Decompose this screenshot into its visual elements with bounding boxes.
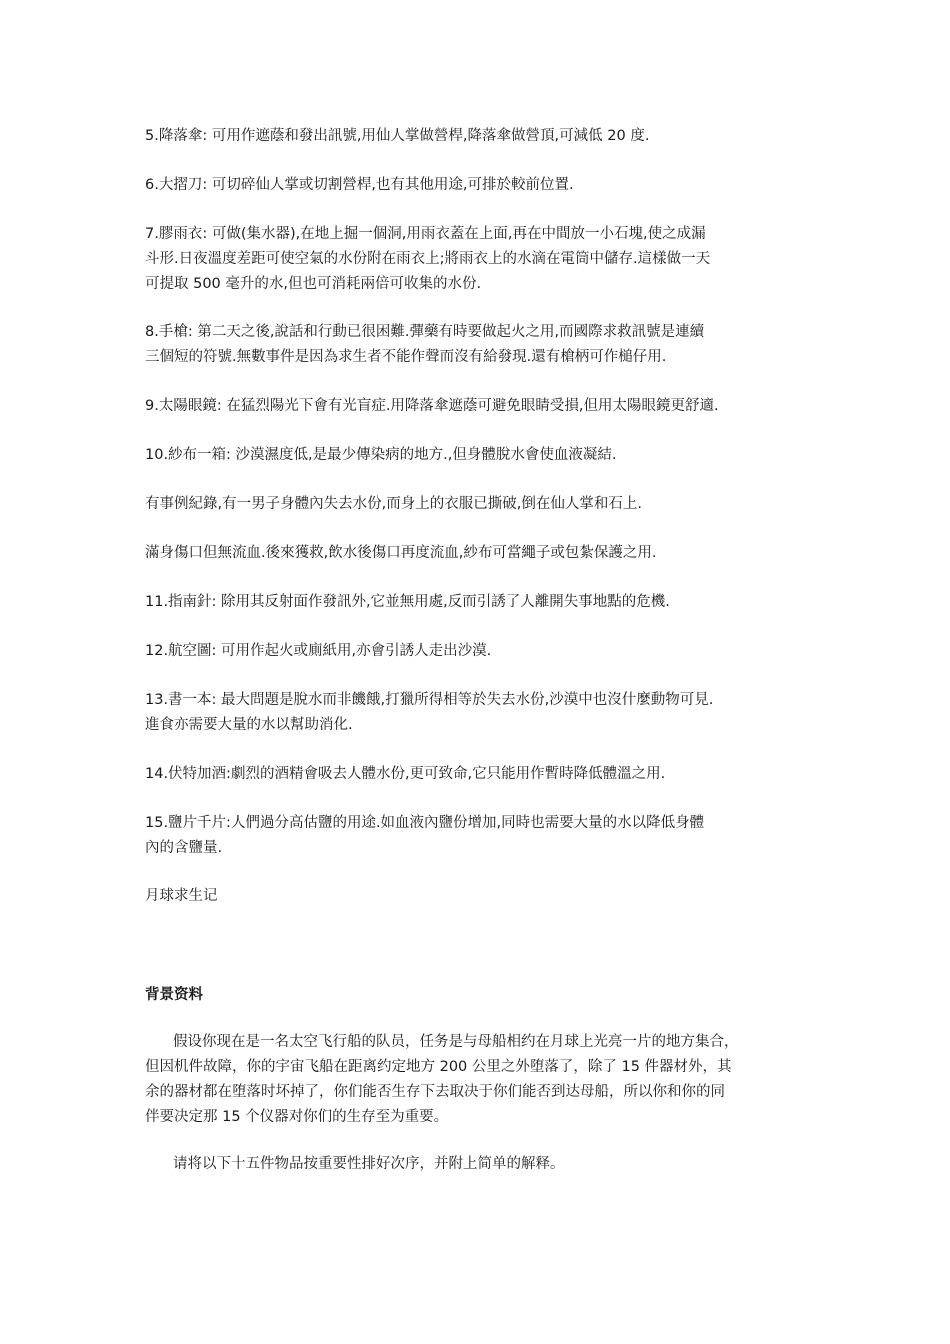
item-gauze [145, 443, 825, 468]
item-line: 10.紗布一箱: 沙漠濕度低,是最少傳染病的地方.,但身體脫水會使血液凝結. [145, 447, 617, 463]
background-heading-text: 背景资料 [145, 987, 203, 1003]
item-line: 9.太陽眼鏡: 在猛烈陽光下會有光盲症.用降落傘遮蔭可避免眼睛受損,但用太陽眼鏡更舒適. [145, 398, 719, 414]
item-line: 14.伏特加酒:劇烈的酒精會吸去人體水份,更可致命,它只能用作暫時降低體溫之用. [145, 766, 666, 782]
item-line: 可提取 500 毫升的水,但也可消耗兩倍可收集的水份. [145, 276, 482, 292]
item-aviation-map [145, 639, 825, 664]
paragraph-line: 伴要决定那 15 个仪器对你们的生存至为重要。 [145, 1109, 449, 1125]
gauze-case-result [145, 541, 825, 566]
item-pistol [145, 320, 825, 370]
item-line: 15.鹽片千片:人們過分高估鹽的用途.如血液內鹽份增加,同時也需要大量的水以降低身體 [145, 815, 705, 831]
paragraph-line: 假设你现在是一名太空飞行船的队员，任务是与母船相约在月球上光亮一片的地方集合， [173, 1034, 739, 1050]
item-line: 5.降落傘: 可用作遮蔭和發出訊號,用仙人掌做營桿,降落傘做營頂,可減低 20 度. [145, 128, 650, 144]
gauze-case-record [145, 492, 825, 517]
item-line: 滿身傷口但無流血.後來獲救,飲水後傷口再度流血,紗布可當繩子或包紮保護之用. [145, 545, 657, 561]
instruction-text: 请将以下十五件物品按重要性排好次序，并附上简单的解释。 [173, 1156, 565, 1172]
item-line: 11.指南針: 除用其反射面作發訊外,它並無用處,反而引誘了人離開失事地點的危機. [145, 594, 670, 610]
item-line: 13.書一本: 最大問題是脫水而非饑餓,打獵所得相等於失去水份,沙漠中也沒什麼動物可見. [145, 692, 714, 708]
item-line: 7.膠雨衣: 可做(集水器),在地上掘一個洞,用雨衣蓋在上面,再在中間放一小石塊,使之成漏 [145, 226, 706, 242]
item-line: 12.航空圖: 可用作起火或廁紙用,亦會引誘人走出沙漠. [145, 643, 492, 659]
item-compass [145, 590, 825, 615]
instruction-paragraph [145, 1152, 825, 1177]
item-line: 內的含鹽量. [145, 840, 223, 856]
section-title-text: 月球求生记 [145, 888, 218, 904]
item-parachute [145, 124, 825, 149]
item-raincoat [145, 222, 825, 297]
item-sunglasses [145, 394, 825, 419]
item-line: 有事例紀錄,有一男子身體內失去水份,而身上的衣服已撕破,倒在仙人掌和石上. [145, 496, 642, 512]
item-line: 6.大摺刀: 可切碎仙人掌或切割營桿,也有其他用途,可排於較前位置. [145, 177, 574, 193]
paragraph-line: 余的器材都在堕落时坏掉了，你们能否生存下去取决于你们能否到达母船，所以你和你的同 [145, 1084, 725, 1100]
item-line: 斗形.日夜溫度差距可使空氣的水份附在雨衣上;將雨衣上的水滴在電筒中儲存.這樣做一天 [145, 251, 711, 267]
item-pocket-knife [145, 173, 825, 198]
item-line: 8.手槍: 第二天之後,說話和行動已很困難.彈藥有時要做起火之用,而國際求救訊號是連續 [145, 324, 705, 340]
item-line: 三個短的符號.無數事件是因為求生者不能作聲而沒有給發現.還有槍柄可作槌仔用. [145, 349, 667, 365]
item-salt-tablets [145, 811, 825, 861]
paragraph-line: 但因机件故障，你的宇宙飞船在距离约定地方 200 公里之外堕落了，除了 15 件器材外，其 [145, 1059, 732, 1075]
background-heading [145, 983, 825, 1008]
item-vodka [145, 762, 825, 787]
item-line: 進食亦需要大量的水以幫助消化. [145, 717, 353, 733]
background-paragraph [145, 1030, 825, 1130]
item-book [145, 688, 825, 738]
section-title [145, 884, 825, 909]
